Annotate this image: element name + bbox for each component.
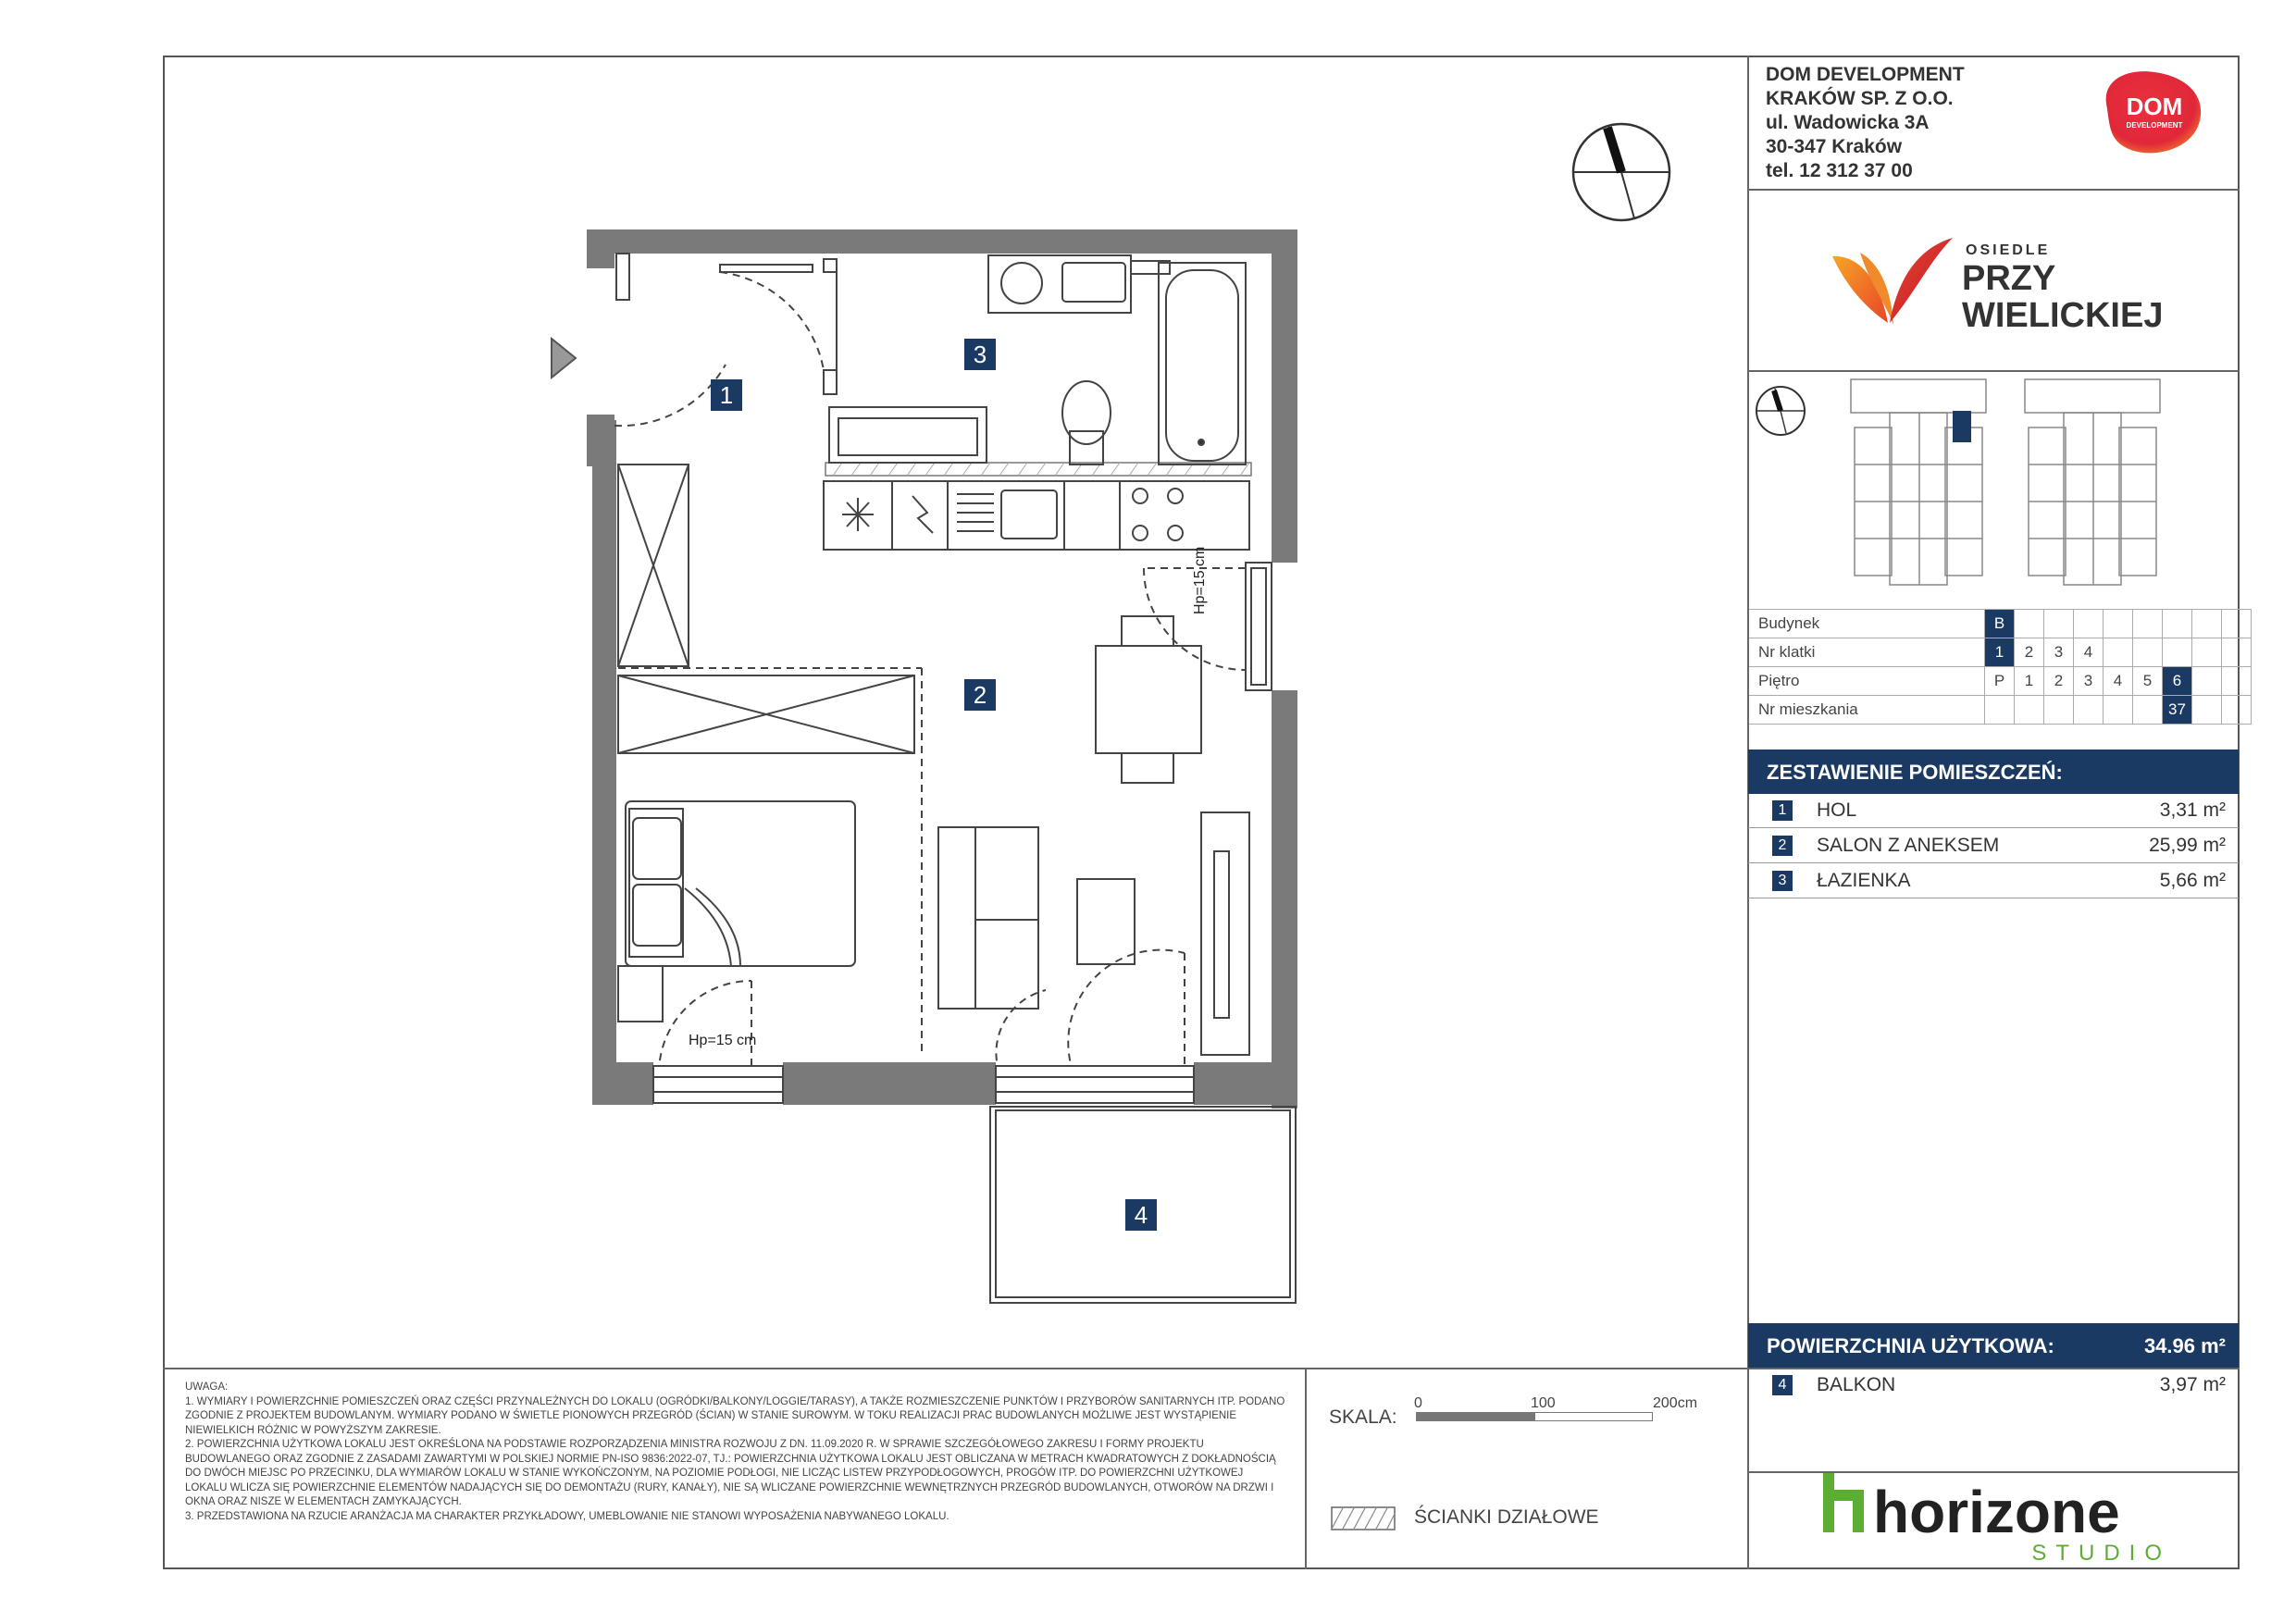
dom-logo-word: DOM bbox=[2126, 93, 2183, 120]
walls bbox=[587, 229, 1297, 1109]
notes-strip-divider bbox=[1305, 1368, 1307, 1569]
scale-tick-100: 100 bbox=[1531, 1395, 1556, 1411]
note-3: 3. PRZEDSTAWIONA NA RZUCIE ARANŻACJA MA CHARAKTER PRZYKŁADOWY, UMEBLOWANIE NIE STANOWI WYPOSAŻENIA NABYWANEGO LOKALU. bbox=[185, 1510, 949, 1522]
company-phone: tel. 12 312 37 00 bbox=[1766, 160, 1913, 181]
room-number: 4 bbox=[1772, 1375, 1793, 1395]
room-number: 1 bbox=[1772, 800, 1793, 821]
kitchen-counter bbox=[824, 481, 1249, 550]
company-street: ul. Wadowicka 3A bbox=[1766, 112, 1930, 133]
building-key-plan bbox=[1753, 372, 2234, 590]
room-row-salon bbox=[1748, 828, 2239, 863]
scale-bar-empty bbox=[1534, 1412, 1653, 1421]
plan-room-1: 1 bbox=[711, 379, 742, 411]
location-table bbox=[1749, 609, 2252, 725]
doors bbox=[614, 254, 1246, 1073]
room-name: SALON Z ANEKSEM bbox=[1817, 835, 2000, 856]
bathroom-fixtures bbox=[829, 255, 1246, 465]
compass-icon bbox=[1573, 124, 1669, 220]
usable-area-bar bbox=[1748, 1323, 2239, 1368]
company-name-2: KRAKÓW SP. Z O.O. bbox=[1766, 88, 1954, 109]
scale-bar bbox=[1416, 1412, 1534, 1421]
scale-label: SKALA: bbox=[1329, 1406, 1397, 1428]
room-number: 3 bbox=[1772, 871, 1793, 891]
room-area: 3,31 m² bbox=[2159, 799, 2226, 821]
partition-wall-swatch bbox=[1331, 1506, 1396, 1530]
notes-strip-rule bbox=[163, 1368, 1749, 1369]
plan-room-2: 2 bbox=[964, 679, 996, 711]
notes-title: UWAGA: bbox=[185, 1381, 229, 1393]
room-name: HOL bbox=[1817, 799, 1857, 821]
usable-area-label: POWIERZCHNIA UŻYTKOWA: bbox=[1767, 1334, 2054, 1357]
notes-block bbox=[185, 1381, 1286, 1524]
osiedle-word: OSIEDLE bbox=[1966, 242, 2051, 258]
row-klatka: Nr klatki 1 2 3 4 bbox=[1749, 638, 2252, 667]
legend-label: ŚCIANKI DZIAŁOWE bbox=[1414, 1506, 1599, 1528]
note-2: 2. POWIERZCHNIA UŻYTKOWA LOKALU JEST OKREŚLONA NA PODSTAWIE ROZPORZĄDZENIA MINISTRA ROZWOJU Z DN. 11.09.2020 R. W SPRAWIE SZCZEGÓŁOWEGO ZAKRESU I FORMY PROJEKTU BUDOWLANEGO ORAZ ZGODNIE Z ZASADAMI ZAWARTYMI W POLSKIEJ NORMIE PN-ISO 9836:2022-07, TJ.: POWIERZCHNIA UŻYTKOWA LOKALU JEST OBLICZANA W METRACH KWADRATOWYCH Z DOKŁADNOŚCIĄ DO DWÓCH MIEJSC PO PRZECINKU, DLA WYMIARÓW LOKALU W STANIE WYKOŃCZONYM, NA POZIOMIE PODŁOGI, NIE LICZĄC LISTEW PRZYPODŁOGOWYCH, PROGÓW ITP. DO POWIERZCHNI UŻYTKOWEJ LOKALU WLICZA SIĘ POWIERZCHNIE ELEMENTÓW NADAJĄCYCH SIĘ DO DEMONTAŻU (RURY, KANAŁY), NIE SĄ WLICZANE POWIERZCHNIE WEWNĘTRZNYCH PRZEGRÓD BUDOWLANYCH, OTWORÓW NA DRZWI I OKNA ORAZ NISZE W ELEMENTACH ZAMYKAJĄCYCH. bbox=[185, 1439, 1276, 1507]
rooms-header-text: ZESTAWIENIE POMIESZCZEŃ: bbox=[1767, 761, 2063, 784]
horizone-word: horizone bbox=[1873, 1479, 2120, 1545]
room-number: 2 bbox=[1772, 836, 1793, 856]
usable-area-value: 34.96 m² bbox=[2143, 1334, 2226, 1357]
row-mieszkanie: Nr mieszkania 37 bbox=[1749, 696, 2252, 725]
room-area: 3,97 m² bbox=[2159, 1374, 2226, 1395]
scale-tick-0: 0 bbox=[1414, 1395, 1422, 1411]
key-plan-compass bbox=[1756, 387, 1805, 435]
company-name-1: DOM DEVELOPMENT bbox=[1766, 64, 1965, 85]
room-row-balkon bbox=[1748, 1368, 2239, 1402]
room-name: ŁAZIENKA bbox=[1817, 870, 1911, 891]
threshold-label-side: Hp=15 cm bbox=[1192, 546, 1208, 614]
plan-room-4: 4 bbox=[1125, 1199, 1157, 1231]
scale-tick-200: 200cm bbox=[1653, 1395, 1698, 1411]
entrance-arrow-icon bbox=[552, 339, 576, 378]
room-area: 5,66 m² bbox=[2159, 870, 2226, 891]
horizone-studio-logo bbox=[1823, 1473, 2175, 1566]
row-budynek: Budynek B bbox=[1749, 610, 2252, 638]
title-block-rule bbox=[1747, 189, 2240, 191]
dom-development-logo bbox=[2093, 67, 2210, 159]
threshold-label-window: Hp=15 cm bbox=[689, 1033, 757, 1048]
company-address bbox=[1766, 63, 1965, 183]
room-row-lazienka bbox=[1748, 863, 2239, 898]
highlighted-apartment bbox=[1953, 411, 1971, 442]
przy-word: PRZY bbox=[1962, 259, 2056, 298]
company-city: 30-347 Kraków bbox=[1766, 136, 1903, 157]
room-name: BALKON bbox=[1817, 1374, 1896, 1395]
plan-room-3: 3 bbox=[964, 339, 996, 370]
osiedle-logo bbox=[1832, 227, 2184, 338]
row-pietro: Piętro P 1 2 3 4 5 6 bbox=[1749, 667, 2252, 696]
room-row-hol bbox=[1748, 793, 2239, 828]
dom-logo-sub: DEVELOPMENT bbox=[2126, 121, 2183, 130]
rooms-header bbox=[1748, 750, 2239, 794]
note-1: 1. WYMIARY I POWIERZCHNIE POMIESZCZEŃ ORAZ CZĘŚCI PRZYNALEŻNYCH DO LOKALU (OGRÓDKI/BALKONY/LOGGIE/TARASY), A TAKŻE ROZMIESZCZENIE PUNKTÓW I PRZYBORÓW SANITARNYCH ITP. PODANO ZGODNIE Z PROJEKTEM BUDOWLANYM. WYMIARY PODANO W ŚWIETLE PIONOWYCH PRZEGRÓD (ŚCIAN) W STANIE SUROWYM. W TOKU REALIZACJI PRAC BUDOWLANYCH MOŻLIWE JEST WYSTĄPIENIE NIEWIELKICH RÓŻNIC W POWYŻSZYM ZAKRESIE. bbox=[185, 1395, 1285, 1436]
wielickiej-word: WIELICKIEJ bbox=[1962, 296, 2164, 335]
room-area: 25,99 m² bbox=[2149, 835, 2226, 856]
furniture bbox=[618, 465, 1272, 1057]
studio-word: STUDIO bbox=[2031, 1541, 2171, 1566]
